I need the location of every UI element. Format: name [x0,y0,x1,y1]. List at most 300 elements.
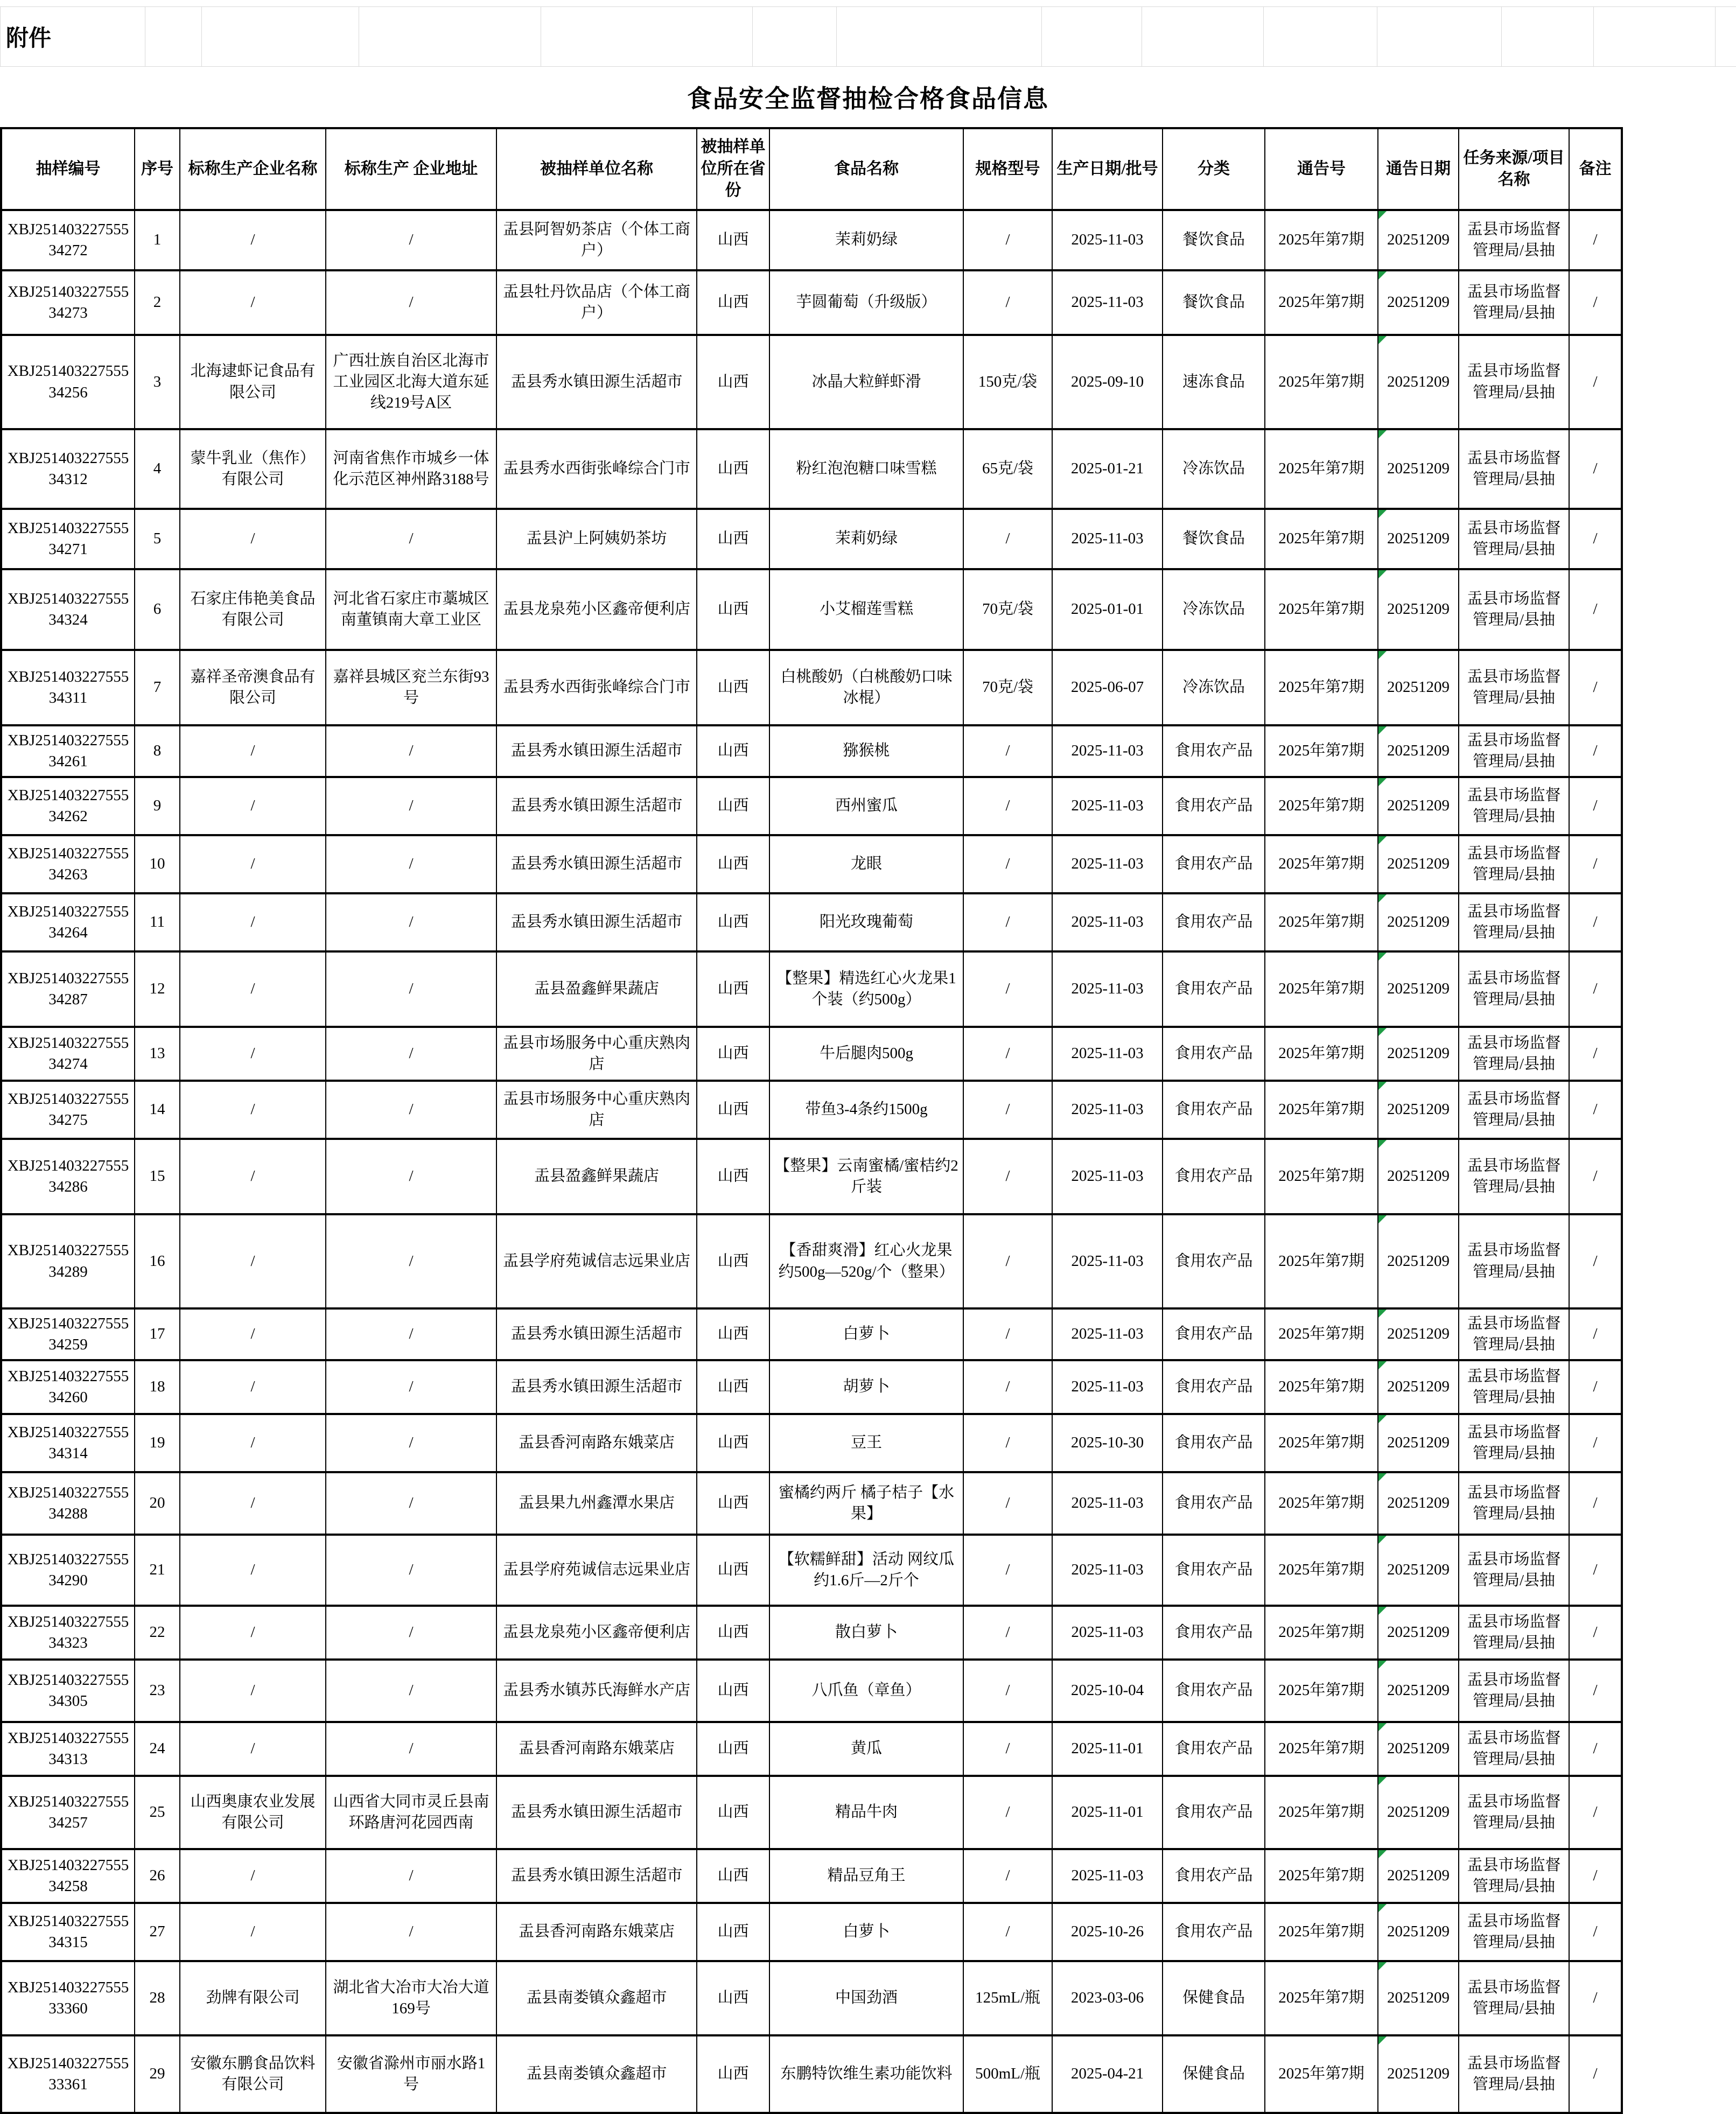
cell-spec: 500mL/瓶 [963,2035,1052,2113]
cell-notice_date: 20251209 [1378,1081,1459,1139]
cell-province: 山西 [697,1535,769,1606]
cell-sampled_unit: 盂县秀水镇田源生活超市 [496,893,697,951]
cell-spec: / [963,210,1052,270]
cell-sample_id: XBJ25140322755534259 [1,1308,135,1360]
cell-task_source: 盂县市场监督管理局/县抽 [1459,1849,1569,1903]
cell-production_date: 2025-09-10 [1052,335,1163,429]
cell-task_source: 盂县市场监督管理局/县抽 [1459,1027,1569,1081]
text-stored-flag-triangle-icon [1378,1215,1387,1223]
cell-food_name: 茉莉奶绿 [769,210,963,270]
cell-remark: / [1569,270,1622,335]
cell-category: 冷冻饮品 [1163,429,1265,509]
cell-category: 食用农产品 [1163,1214,1265,1308]
cell-province: 山西 [697,777,769,835]
cell-producer_address: / [326,1472,496,1535]
cell-producer_name: 石家庄伟艳美食品有限公司 [180,569,326,650]
cell-food_name: 胡萝卜 [769,1360,963,1414]
table-row [1,1961,1622,2035]
cell-task_source: 盂县市场监督管理局/县抽 [1459,893,1569,951]
cell-seq: 20 [135,1472,180,1535]
cell-task_source: 盂县市场监督管理局/县抽 [1459,210,1569,270]
cell-producer_name: / [180,1027,326,1081]
cell-sample_id: XBJ25140322755534314 [1,1414,135,1472]
cell-food_name: 白桃酸奶（白桃酸奶口味冰棍） [769,650,963,725]
cell-notice_no: 2025年第7期 [1265,569,1378,650]
table-row [1,1660,1622,1722]
cell-category: 食用农产品 [1163,1414,1265,1472]
cell-notice_date: 20251209 [1378,1027,1459,1081]
cell-remark: / [1569,1414,1622,1472]
text-stored-flag-triangle-icon [1378,1028,1387,1036]
cell-province: 山西 [697,429,769,509]
cell-remark: / [1569,429,1622,509]
cell-seq: 18 [135,1360,180,1414]
cell-province: 山西 [697,1606,769,1660]
cell-notice_no: 2025年第7期 [1265,509,1378,569]
cell-producer_name: / [180,1360,326,1414]
cell-producer_address: / [326,1360,496,1414]
cell-task_source: 盂县市场监督管理局/县抽 [1459,1308,1569,1360]
cell-sampled_unit: 盂县秀水镇田源生活超市 [496,835,697,893]
cell-producer_address: 安徽省滁州市丽水路1号 [326,2035,496,2113]
table-row [1,1903,1622,1961]
cell-province: 山西 [697,725,769,777]
cell-seq: 22 [135,1606,180,1660]
cell-notice_date: 20251209 [1378,335,1459,429]
cell-producer_address: / [326,1660,496,1722]
cell-task_source: 盂县市场监督管理局/县抽 [1459,2035,1569,2113]
cell-producer_address: 湖北省大冶市大冶大道169号 [326,1961,496,2035]
cell-task_source: 盂县市场监督管理局/县抽 [1459,429,1569,509]
cell-producer_name: / [180,1849,326,1903]
cell-producer_address: / [326,1027,496,1081]
cell-producer_name: / [180,1606,326,1660]
cell-seq: 14 [135,1081,180,1139]
cell-food_name: 东鹏特饮维生素功能饮料 [769,2035,963,2113]
cell-spec: 70克/袋 [963,569,1052,650]
cell-sample_id: XBJ25140322755534289 [1,1214,135,1308]
cell-producer_name: / [180,1903,326,1961]
cell-sampled_unit: 盂县秀水西街张峰综合门市 [496,650,697,725]
column-header-seq: 序号 [135,128,180,210]
cell-seq: 19 [135,1414,180,1472]
cell-sampled_unit: 盂县盈鑫鲜果蔬店 [496,951,697,1027]
cell-task_source: 盂县市场监督管理局/县抽 [1459,270,1569,335]
cell-category: 食用农产品 [1163,1722,1265,1776]
cell-production_date: 2025-10-26 [1052,1903,1163,1961]
empty-sheet-cell [1502,7,1594,67]
cell-producer_address: / [326,1139,496,1214]
table-row [1,429,1622,509]
cell-sample_id: XBJ25140322755534263 [1,835,135,893]
cell-producer_name: 安徽东鹏食品饮料有限公司 [180,2035,326,2113]
table-row [1,1139,1622,1214]
cell-producer_address: / [326,893,496,951]
cell-province: 山西 [697,210,769,270]
cell-province: 山西 [697,335,769,429]
cell-category: 食用农产品 [1163,777,1265,835]
cell-task_source: 盂县市场监督管理局/县抽 [1459,1606,1569,1660]
cell-remark: / [1569,1722,1622,1776]
text-stored-flag-triangle-icon [1378,1723,1387,1731]
table-row [1,569,1622,650]
cell-producer_name: / [180,1535,326,1606]
cell-province: 山西 [697,1849,769,1903]
cell-food_name: 白萝卜 [769,1308,963,1360]
cell-notice_date: 20251209 [1378,1903,1459,1961]
cell-category: 食用农产品 [1163,725,1265,777]
cell-sampled_unit: 盂县学府苑诚信志远果业店 [496,1535,697,1606]
cell-sampled_unit: 盂县盈鑫鲜果蔬店 [496,1139,697,1214]
cell-food_name: 【整果】云南蜜橘/蜜桔约2斤装 [769,1139,963,1214]
cell-notice_no: 2025年第7期 [1265,1606,1378,1660]
cell-remark: / [1569,650,1622,725]
cell-task_source: 盂县市场监督管理局/县抽 [1459,650,1569,725]
cell-notice_no: 2025年第7期 [1265,210,1378,270]
cell-sampled_unit: 盂县秀水西街张峰综合门市 [496,429,697,509]
cell-sample_id: XBJ25140322755533360 [1,1961,135,2035]
cell-province: 山西 [697,1081,769,1139]
cell-category: 食用农产品 [1163,1903,1265,1961]
cell-sampled_unit: 盂县牡丹饮品店（个体工商户） [496,270,697,335]
cell-seq: 25 [135,1776,180,1849]
cell-category: 速冻食品 [1163,335,1265,429]
cell-task_source: 盂县市场监督管理局/县抽 [1459,1535,1569,1606]
cell-notice_no: 2025年第7期 [1265,1849,1378,1903]
cell-notice_no: 2025年第7期 [1265,1472,1378,1535]
cell-food_name: 白萝卜 [769,1903,963,1961]
cell-notice_date: 20251209 [1378,951,1459,1027]
cell-province: 山西 [697,1903,769,1961]
cell-food_name: 小艾榴莲雪糕 [769,569,963,650]
cell-notice_no: 2025年第7期 [1265,835,1378,893]
column-header-spec: 规格型号 [963,128,1052,210]
cell-producer_address: / [326,951,496,1027]
text-stored-flag-triangle-icon [1378,1904,1387,1912]
cell-seq: 1 [135,210,180,270]
cell-producer_address: 河北省石家庄市藁城区南董镇南大章工业区 [326,569,496,650]
cell-spec: / [963,1027,1052,1081]
cell-sample_id: XBJ25140322755534313 [1,1722,135,1776]
cell-food_name: 粉红泡泡糖口味雪糕 [769,429,963,509]
cell-remark: / [1569,1081,1622,1139]
cell-category: 食用农产品 [1163,1660,1265,1722]
cell-province: 山西 [697,1308,769,1360]
cell-spec: / [963,1776,1052,1849]
cell-sample_id: XBJ25140322755534262 [1,777,135,835]
cell-sample_id: XBJ25140322755534323 [1,1606,135,1660]
text-stored-flag-triangle-icon [1378,1140,1387,1148]
cell-task_source: 盂县市场监督管理局/县抽 [1459,1776,1569,1849]
cell-producer_address: / [326,777,496,835]
cell-seq: 29 [135,2035,180,2113]
cell-producer_address: / [326,1081,496,1139]
cell-producer_name: 劲牌有限公司 [180,1961,326,2035]
cell-sampled_unit: 盂县龙泉苑小区鑫帝便利店 [496,1606,697,1660]
cell-producer_name: / [180,1722,326,1776]
cell-food_name: 西州蜜瓜 [769,777,963,835]
table-row [1,1606,1622,1660]
cell-producer_name: / [180,951,326,1027]
cell-production_date: 2025-11-03 [1052,1214,1163,1308]
cell-sample_id: XBJ25140322755534275 [1,1081,135,1139]
cell-production_date: 2025-11-03 [1052,1308,1163,1360]
cell-sampled_unit: 盂县秀水镇田源生活超市 [496,725,697,777]
cell-remark: / [1569,1903,1622,1961]
cell-category: 餐饮食品 [1163,270,1265,335]
cell-food_name: 【整果】精选红心火龙果1个装（约500g） [769,951,963,1027]
cell-producer_name: / [180,835,326,893]
cell-seq: 28 [135,1961,180,2035]
column-header-category: 分类 [1163,128,1265,210]
cell-seq: 27 [135,1903,180,1961]
empty-sheet-cell [1594,7,1716,67]
cell-notice_no: 2025年第7期 [1265,1903,1378,1961]
empty-sheet-cell [1377,7,1502,67]
column-header-food_name: 食品名称 [769,128,963,210]
cell-remark: / [1569,1214,1622,1308]
cell-notice_date: 20251209 [1378,429,1459,509]
cell-spec: / [963,270,1052,335]
table-row [1,650,1622,725]
text-stored-flag-triangle-icon [1378,726,1387,734]
cell-remark: / [1569,1360,1622,1414]
cell-sampled_unit: 盂县果九州鑫潭水果店 [496,1472,697,1535]
food-safety-table [0,127,1623,2114]
cell-seq: 7 [135,650,180,725]
cell-notice_date: 20251209 [1378,1961,1459,2035]
cell-production_date: 2025-11-03 [1052,835,1163,893]
cell-production_date: 2025-11-01 [1052,1722,1163,1776]
cell-producer_address: / [326,270,496,335]
column-header-remark: 备注 [1569,128,1622,210]
cell-notice_date: 20251209 [1378,270,1459,335]
cell-notice_no: 2025年第7期 [1265,270,1378,335]
cell-production_date: 2025-10-04 [1052,1660,1163,1722]
cell-sampled_unit: 盂县市场服务中心重庆熟肉店 [496,1027,697,1081]
cell-producer_address: / [326,1535,496,1606]
cell-province: 山西 [697,1776,769,1849]
table-row [1,1722,1622,1776]
cell-producer_name: / [180,725,326,777]
cell-notice_no: 2025年第7期 [1265,1535,1378,1606]
cell-category: 冷冻饮品 [1163,569,1265,650]
cell-task_source: 盂县市场监督管理局/县抽 [1459,1360,1569,1414]
cell-food_name: 八爪鱼（章鱼） [769,1660,963,1722]
cell-seq: 6 [135,569,180,650]
cell-task_source: 盂县市场监督管理局/县抽 [1459,1722,1569,1776]
cell-remark: / [1569,1961,1622,2035]
cell-category: 食用农产品 [1163,1472,1265,1535]
cell-sample_id: XBJ25140322755534312 [1,429,135,509]
cell-producer_name: / [180,270,326,335]
cell-producer_address: / [326,725,496,777]
cell-notice_no: 2025年第7期 [1265,777,1378,835]
cell-task_source: 盂县市场监督管理局/县抽 [1459,569,1569,650]
cell-task_source: 盂县市场监督管理局/县抽 [1459,1903,1569,1961]
cell-category: 食用农产品 [1163,1308,1265,1360]
cell-food_name: 带鱼3-4条约1500g [769,1081,963,1139]
cell-remark: / [1569,835,1622,893]
cell-notice_no: 2025年第7期 [1265,1722,1378,1776]
cell-food_name: 黄瓜 [769,1722,963,1776]
cell-food_name: 豆王 [769,1414,963,1472]
cell-sample_id: XBJ25140322755534287 [1,951,135,1027]
cell-province: 山西 [697,1961,769,2035]
empty-sheet-cell [145,7,202,67]
text-stored-flag-triangle-icon [1378,1661,1387,1669]
cell-seq: 11 [135,893,180,951]
cell-notice_no: 2025年第7期 [1265,1027,1378,1081]
cell-food_name: 冰晶大粒鲜虾滑 [769,335,963,429]
cell-task_source: 盂县市场监督管理局/县抽 [1459,835,1569,893]
text-stored-flag-triangle-icon [1378,211,1387,219]
cell-province: 山西 [697,1722,769,1776]
cell-seq: 21 [135,1535,180,1606]
cell-notice_date: 20251209 [1378,1414,1459,1472]
text-stored-flag-triangle-icon [1378,1415,1387,1423]
cell-notice_no: 2025年第7期 [1265,893,1378,951]
cell-seq: 24 [135,1722,180,1776]
cell-producer_name: / [180,509,326,569]
cell-production_date: 2025-01-01 [1052,569,1163,650]
cell-production_date: 2025-11-03 [1052,270,1163,335]
empty-sheet-cell [1716,7,1736,67]
spreadsheet-top-strip [0,6,1736,67]
cell-remark: / [1569,1472,1622,1535]
empty-sheet-cell [1264,7,1377,67]
cell-seq: 2 [135,270,180,335]
cell-production_date: 2025-11-03 [1052,1606,1163,1660]
cell-sample_id: XBJ25140322755534324 [1,569,135,650]
cell-spec: / [963,893,1052,951]
cell-spec: / [963,1139,1052,1214]
cell-category: 食用农产品 [1163,1139,1265,1214]
cell-notice_no: 2025年第7期 [1265,951,1378,1027]
cell-notice_date: 20251209 [1378,835,1459,893]
cell-province: 山西 [697,1139,769,1214]
cell-notice_no: 2025年第7期 [1265,1308,1378,1360]
cell-seq: 3 [135,335,180,429]
cell-category: 食用农产品 [1163,1360,1265,1414]
cell-producer_name: / [180,893,326,951]
cell-notice_date: 20251209 [1378,1606,1459,1660]
cell-notice_date: 20251209 [1378,650,1459,725]
text-stored-flag-triangle-icon [1378,1473,1387,1481]
column-header-sample_id: 抽样编号 [1,128,135,210]
cell-sample_id: XBJ25140322755534311 [1,650,135,725]
cell-production_date: 2025-11-03 [1052,1360,1163,1414]
cell-food_name: 【软糯鲜甜】活动 网纹瓜 约1.6斤—2斤个 [769,1535,963,1606]
table-row [1,1414,1622,1472]
cell-production_date: 2025-11-03 [1052,951,1163,1027]
cell-task_source: 盂县市场监督管理局/县抽 [1459,1961,1569,2035]
cell-sample_id: XBJ25140322755534273 [1,270,135,335]
cell-sample_id: XBJ25140322755534264 [1,893,135,951]
cell-province: 山西 [697,1214,769,1308]
cell-sample_id: XBJ25140322755533361 [1,2035,135,2113]
cell-category: 餐饮食品 [1163,210,1265,270]
column-header-notice_date: 通告日期 [1378,128,1459,210]
text-stored-flag-triangle-icon [1378,1850,1387,1858]
cell-category: 食用农产品 [1163,1535,1265,1606]
table-row [1,2035,1622,2113]
cell-spec: / [963,1903,1052,1961]
cell-spec: / [963,1535,1052,1606]
table-header-row [1,128,1622,210]
cell-producer_name: / [180,1081,326,1139]
cell-food_name: 精品牛肉 [769,1776,963,1849]
cell-producer_name: 北海逮虾记食品有限公司 [180,335,326,429]
cell-seq: 16 [135,1214,180,1308]
cell-production_date: 2025-11-03 [1052,725,1163,777]
cell-sample_id: XBJ25140322755534271 [1,509,135,569]
cell-production_date: 2025-11-03 [1052,509,1163,569]
cell-producer_name: / [180,1214,326,1308]
cell-seq: 12 [135,951,180,1027]
cell-producer_name: 蒙牛乳业（焦作）有限公司 [180,429,326,509]
cell-seq: 26 [135,1849,180,1903]
cell-category: 食用农产品 [1163,893,1265,951]
cell-category: 食用农产品 [1163,1849,1265,1903]
table-body [1,210,1622,2113]
table-row [1,777,1622,835]
cell-producer_name: / [180,210,326,270]
text-stored-flag-triangle-icon [1378,1361,1387,1369]
cell-sampled_unit: 盂县秀水镇苏氏海鲜水产店 [496,1660,697,1722]
cell-province: 山西 [697,509,769,569]
text-stored-flag-triangle-icon [1378,651,1387,659]
cell-remark: / [1569,335,1622,429]
text-stored-flag-triangle-icon [1378,778,1387,786]
cell-remark: / [1569,1660,1622,1722]
cell-remark: / [1569,725,1622,777]
cell-sampled_unit: 盂县香河南路东娥菜店 [496,1414,697,1472]
cell-production_date: 2025-11-03 [1052,1849,1163,1903]
cell-food_name: 猕猴桃 [769,725,963,777]
attachment-label: 附件 [1,7,145,67]
cell-sample_id: XBJ25140322755534261 [1,725,135,777]
cell-notice_date: 20251209 [1378,1472,1459,1535]
cell-province: 山西 [697,1472,769,1535]
cell-seq: 13 [135,1027,180,1081]
cell-sampled_unit: 盂县秀水镇田源生活超市 [496,335,697,429]
cell-production_date: 2025-11-03 [1052,777,1163,835]
table-row [1,509,1622,569]
cell-remark: / [1569,1308,1622,1360]
cell-remark: / [1569,893,1622,951]
cell-notice_date: 20251209 [1378,1214,1459,1308]
cell-task_source: 盂县市场监督管理局/县抽 [1459,1472,1569,1535]
table-row [1,1214,1622,1308]
table-row [1,1535,1622,1606]
cell-remark: / [1569,1027,1622,1081]
cell-sample_id: XBJ25140322755534260 [1,1360,135,1414]
table-row [1,1027,1622,1081]
cell-sampled_unit: 盂县沪上阿姨奶茶坊 [496,509,697,569]
cell-category: 食用农产品 [1163,1027,1265,1081]
cell-producer_name: / [180,1660,326,1722]
empty-sheet-cell [202,7,359,67]
cell-production_date: 2025-11-03 [1052,1139,1163,1214]
cell-task_source: 盂县市场监督管理局/县抽 [1459,725,1569,777]
cell-sampled_unit: 盂县秀水镇田源生活超市 [496,1360,697,1414]
empty-sheet-cell [541,7,753,67]
cell-sampled_unit: 盂县阿智奶茶店（个体工商户） [496,210,697,270]
cell-task_source: 盂县市场监督管理局/县抽 [1459,509,1569,569]
cell-sample_id: XBJ25140322755534256 [1,335,135,429]
cell-category: 食用农产品 [1163,835,1265,893]
